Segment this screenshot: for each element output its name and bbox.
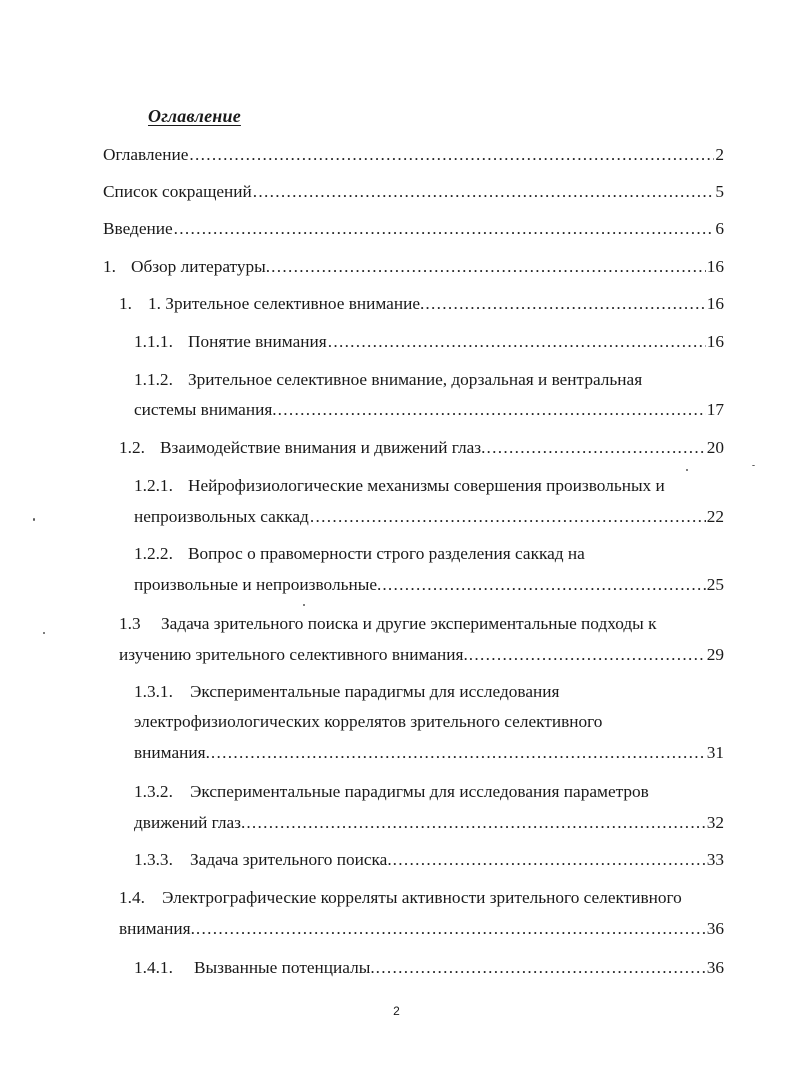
toc-leader — [376, 957, 706, 979]
toc-entry-number: 1.3.2. — [134, 782, 173, 801]
toc-entry-text: Задача зрительного поиска и другие экспериментальные подходы к — [161, 614, 657, 633]
toc-entry-text: Список сокращений — [103, 182, 252, 201]
toc-entry-text: Понятие внимания — [188, 332, 327, 351]
toc-entry-text: Обзор литературы. — [131, 257, 271, 276]
toc-entry[interactable] — [103, 256, 724, 278]
toc-entry-first-line[interactable] — [134, 475, 665, 497]
toc-entry-text: внимания. — [134, 743, 210, 762]
toc-leader — [328, 331, 706, 353]
toc-entry-text: Экспериментальные парадигмы для исследования параметров — [190, 782, 649, 801]
toc-entry-number: 1.1.2. — [134, 370, 173, 389]
toc-entry-page: 36 — [706, 919, 724, 938]
toc-entry-number: 1.1.1. — [134, 332, 173, 351]
toc-entry-text: Введение — [103, 219, 173, 238]
toc-leader — [469, 644, 706, 666]
toc-entry-first-line[interactable] — [134, 781, 649, 803]
toc-entry-text: Вопрос о правомерности строго разделения саккад на — [188, 544, 585, 563]
toc-entry-text: системы внимания. — [134, 400, 277, 419]
toc-entry[interactable] — [119, 437, 724, 459]
toc-entry[interactable] — [119, 918, 724, 940]
toc-leader — [425, 293, 705, 315]
toc-entry-page: 17 — [706, 400, 724, 419]
toc-entry-text: Взаимодействие внимания и движений глаз. — [160, 438, 486, 457]
toc-entry[interactable] — [103, 218, 724, 240]
toc-entry-number: 1.2. — [119, 438, 145, 457]
toc-entry-page: 16 — [706, 257, 724, 276]
scan-speck — [303, 604, 305, 606]
toc-entry-text: Оглавление — [103, 145, 189, 164]
toc-entry-number: 1. — [103, 257, 116, 276]
toc-entry-text: внимания. — [119, 919, 195, 938]
toc-leader — [271, 256, 706, 278]
toc-entry-number: 1.3.3. — [134, 850, 173, 869]
toc-entry-first-line[interactable] — [134, 369, 642, 391]
toc-entry-second-line[interactable] — [134, 711, 602, 733]
scan-speck — [686, 469, 688, 471]
toc-entry-number: 1.3.1. — [134, 682, 173, 701]
toc-entry[interactable] — [103, 181, 724, 203]
toc-entry-page: 25 — [706, 575, 724, 594]
toc-leader — [393, 849, 706, 871]
toc-entry-number: 1.4. — [119, 888, 145, 907]
scan-speck — [33, 518, 35, 521]
toc-entry-text: электрофизиологических коррелятов зрительного селективного — [134, 712, 603, 731]
toc-leader — [211, 742, 706, 764]
toc-leader — [278, 399, 706, 421]
toc-entry-number: 1.4.1. — [134, 958, 173, 977]
toc-leader — [246, 812, 705, 834]
scan-speck — [752, 465, 755, 466]
toc-leader — [310, 506, 706, 528]
toc-entry-page: 20 — [706, 438, 724, 457]
toc-entry[interactable] — [119, 644, 724, 666]
toc-entry-page: 36 — [706, 958, 724, 977]
toc-entry-page: 2 — [715, 145, 724, 164]
toc-leader — [174, 218, 715, 240]
toc-entry[interactable] — [134, 812, 724, 834]
toc-entry-first-line[interactable] — [134, 543, 585, 565]
toc-entry-first-line[interactable] — [134, 681, 559, 703]
toc-entry-text: 1. Зрительное селективное внимание. — [148, 294, 425, 313]
toc-entry[interactable] — [134, 574, 724, 596]
toc-entry-text: Электрографические корреляты активности зрительного селективного — [162, 888, 682, 907]
toc-entry-text: произвольные и непроизвольные. — [134, 575, 382, 594]
toc-entry-page: 31 — [706, 743, 724, 762]
toc-entry-number: 1.2.2. — [134, 544, 173, 563]
toc-entry[interactable] — [134, 849, 724, 871]
toc-heading: Оглавление — [148, 106, 241, 126]
toc-leader — [486, 437, 705, 459]
toc-entry-number: 1. — [119, 294, 132, 313]
toc-entry-page: 22 — [706, 507, 724, 526]
toc-entry[interactable] — [134, 742, 724, 764]
toc-entry[interactable] — [134, 506, 724, 528]
page-number: 2 — [393, 1004, 400, 1018]
toc-leader — [253, 181, 715, 203]
toc-entry[interactable] — [134, 331, 724, 353]
toc-entry[interactable] — [134, 957, 724, 979]
toc-leader — [196, 918, 706, 940]
toc-entry-page: 29 — [706, 645, 724, 664]
scan-speck — [43, 632, 45, 634]
toc-leader — [189, 144, 714, 166]
toc-entry-first-line[interactable] — [119, 887, 682, 909]
toc-entry-text: Экспериментальные парадигмы для исследования — [190, 682, 560, 701]
toc-entry[interactable] — [134, 399, 724, 421]
toc-entry-number: 1.3 — [119, 614, 141, 633]
toc-entry-text: движений глаз. — [134, 813, 246, 832]
toc-entry-number: 1.2.1. — [134, 476, 173, 495]
toc-entry[interactable] — [119, 293, 724, 315]
toc-entry-text: Зрительное селективное внимание, дорзальная и вентральная — [188, 370, 643, 389]
toc-entry-text: непроизвольных саккад — [134, 507, 309, 526]
toc-entry[interactable] — [103, 144, 724, 166]
toc-entry-page: 16 — [706, 294, 724, 313]
toc-entry-text: Вызванные потенциалы. — [194, 958, 375, 977]
toc-entry-text: Нейрофизиологические механизмы совершения произвольных и — [188, 476, 665, 495]
toc-entry-page: 5 — [715, 182, 724, 201]
toc-entry-page: 6 — [715, 219, 724, 238]
toc-leader — [382, 574, 705, 596]
toc-entry-page: 33 — [706, 850, 724, 869]
toc-entry-text: изучению зрительного селективного внимания. — [119, 645, 468, 664]
toc-entry-page: 16 — [706, 332, 724, 351]
toc-entry-text: Задача зрительного поиска. — [190, 850, 392, 869]
toc-entry-page: 32 — [706, 813, 724, 832]
toc-entry-first-line[interactable] — [119, 613, 656, 635]
